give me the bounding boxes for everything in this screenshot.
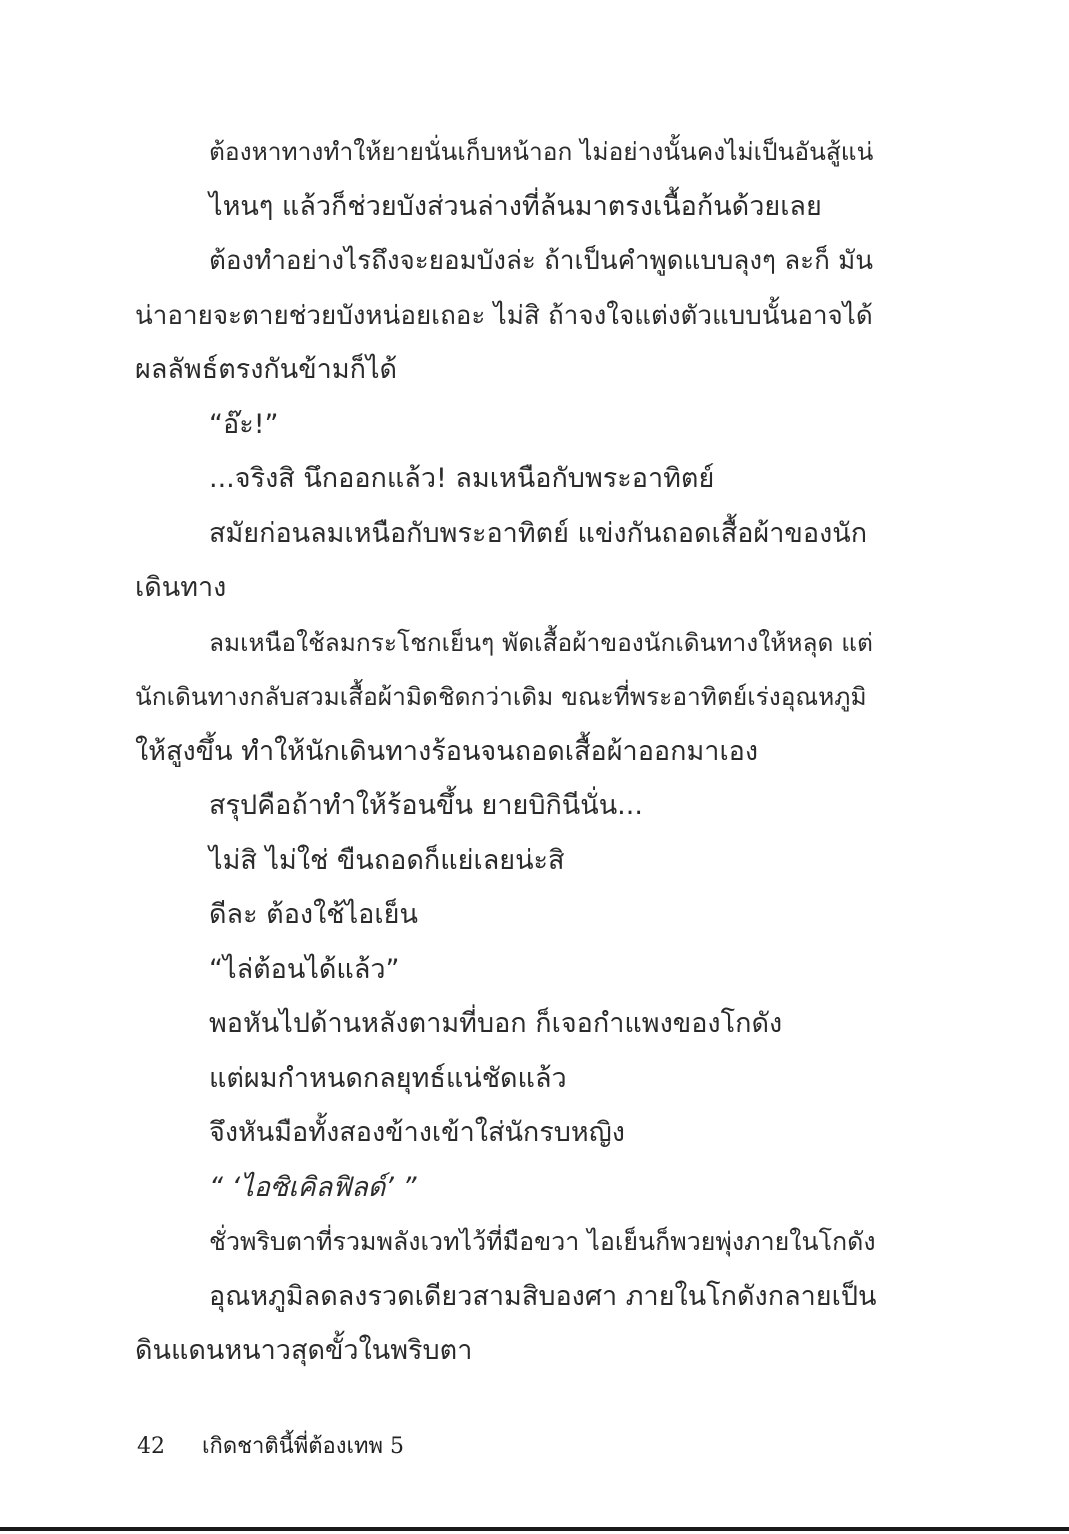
text-line: “ไล่ต้อนได้แล้ว” — [209, 953, 400, 985]
text-line: เดินทาง — [135, 572, 227, 603]
text-line: “ ‘ไอซิเคิลฟิลด์’ ” — [209, 1171, 417, 1203]
book-title: เกิดชาตินี้พี่ต้องเทพ 5 — [202, 1434, 404, 1459]
text-line: ดินแดนหนาวสุดขั้วในพริบตา — [135, 1335, 473, 1366]
text-line: นักเดินทางกลับสวมเสื้อผ้ามิดชิดกว่าเดิม ขณะที่พระอาทิตย์เร่งอุณหภูมิ — [135, 682, 867, 711]
text-line: ไหนๆ แล้วก็ช่วยบังส่วนล่างที่ล้นมาตรงเนื้อก้นด้วยเลย — [209, 190, 822, 222]
text-line: ให้สูงขึ้น ทำให้นักเดินทางร้อนจนถอดเสื้อผ้าออกมาเอง — [135, 735, 759, 767]
bottom-rule — [0, 1527, 1069, 1531]
text-line: ลมเหนือใช้ลมกระโชกเย็นๆ พัดเสื้อผ้าของนักเดินทางให้หลุด แต่ — [209, 627, 873, 657]
text-line: ดีละ ต้องใช้ไอเย็น — [209, 899, 418, 930]
body-text — [135, 125, 880, 1379]
text-line: น่าอายจะตายช่วยบังหน่อยเถอะ ไม่สิ ถ้าจงใจแต่งตัวแบบนั้นอาจได้ — [135, 300, 873, 331]
text-line: ต้องทำอย่างไรถึงจะยอมบังล่ะ ถ้าเป็นคำพูดแบบลุงๆ ละก็ มัน — [209, 246, 874, 276]
text-line: ไม่สิ ไม่ใช่ ขืนถอดก็แย่เลยน่ะสิ — [209, 844, 565, 876]
text-line: จึงหันมือทั้งสองข้างเข้าใส่นักรบหญิง — [209, 1117, 625, 1148]
text-line: ผลลัพธ์ตรงกันข้ามก็ได้ — [135, 354, 398, 385]
text-line: แต่ผมกำหนดกลยุทธ์แน่ชัดแล้ว — [209, 1062, 567, 1094]
text-line: ...จริงสิ นึกออกแล้ว! ลมเหนือกับพระอาทิตย์ — [209, 463, 715, 494]
text-line: อุณหภูมิลดลงรวดเดียวสามสิบองศา ภายในโกดังกลายเป็น — [209, 1280, 877, 1312]
text-line: พอหันไปด้านหลังตามที่บอก ก็เจอกำแพงของโกดัง — [209, 1008, 783, 1039]
text-line: สรุปคือถ้าทำให้ร้อนขึ้น ยายบิกินีนั่น... — [209, 790, 643, 821]
text-line: ต้องหาทางทำให้ยายนั่นเก็บหน้าอก ไม่อย่างนั้นคงไม่เป็นอันสู้แน่ — [209, 137, 874, 166]
page-footer — [137, 1428, 404, 1463]
text-line: “อ๊ะ!” — [209, 408, 279, 440]
page-number: 42 — [137, 1434, 165, 1459]
text-line: ชั่วพริบตาที่รวมพลังเวทไว้ที่มือขวา ไอเย็นก็พวยพุ่งภายในโกดัง — [209, 1227, 876, 1256]
text-line: สมัยก่อนลมเหนือกับพระอาทิตย์ แข่งกันถอดเสื้อผ้าของนัก — [209, 517, 868, 549]
